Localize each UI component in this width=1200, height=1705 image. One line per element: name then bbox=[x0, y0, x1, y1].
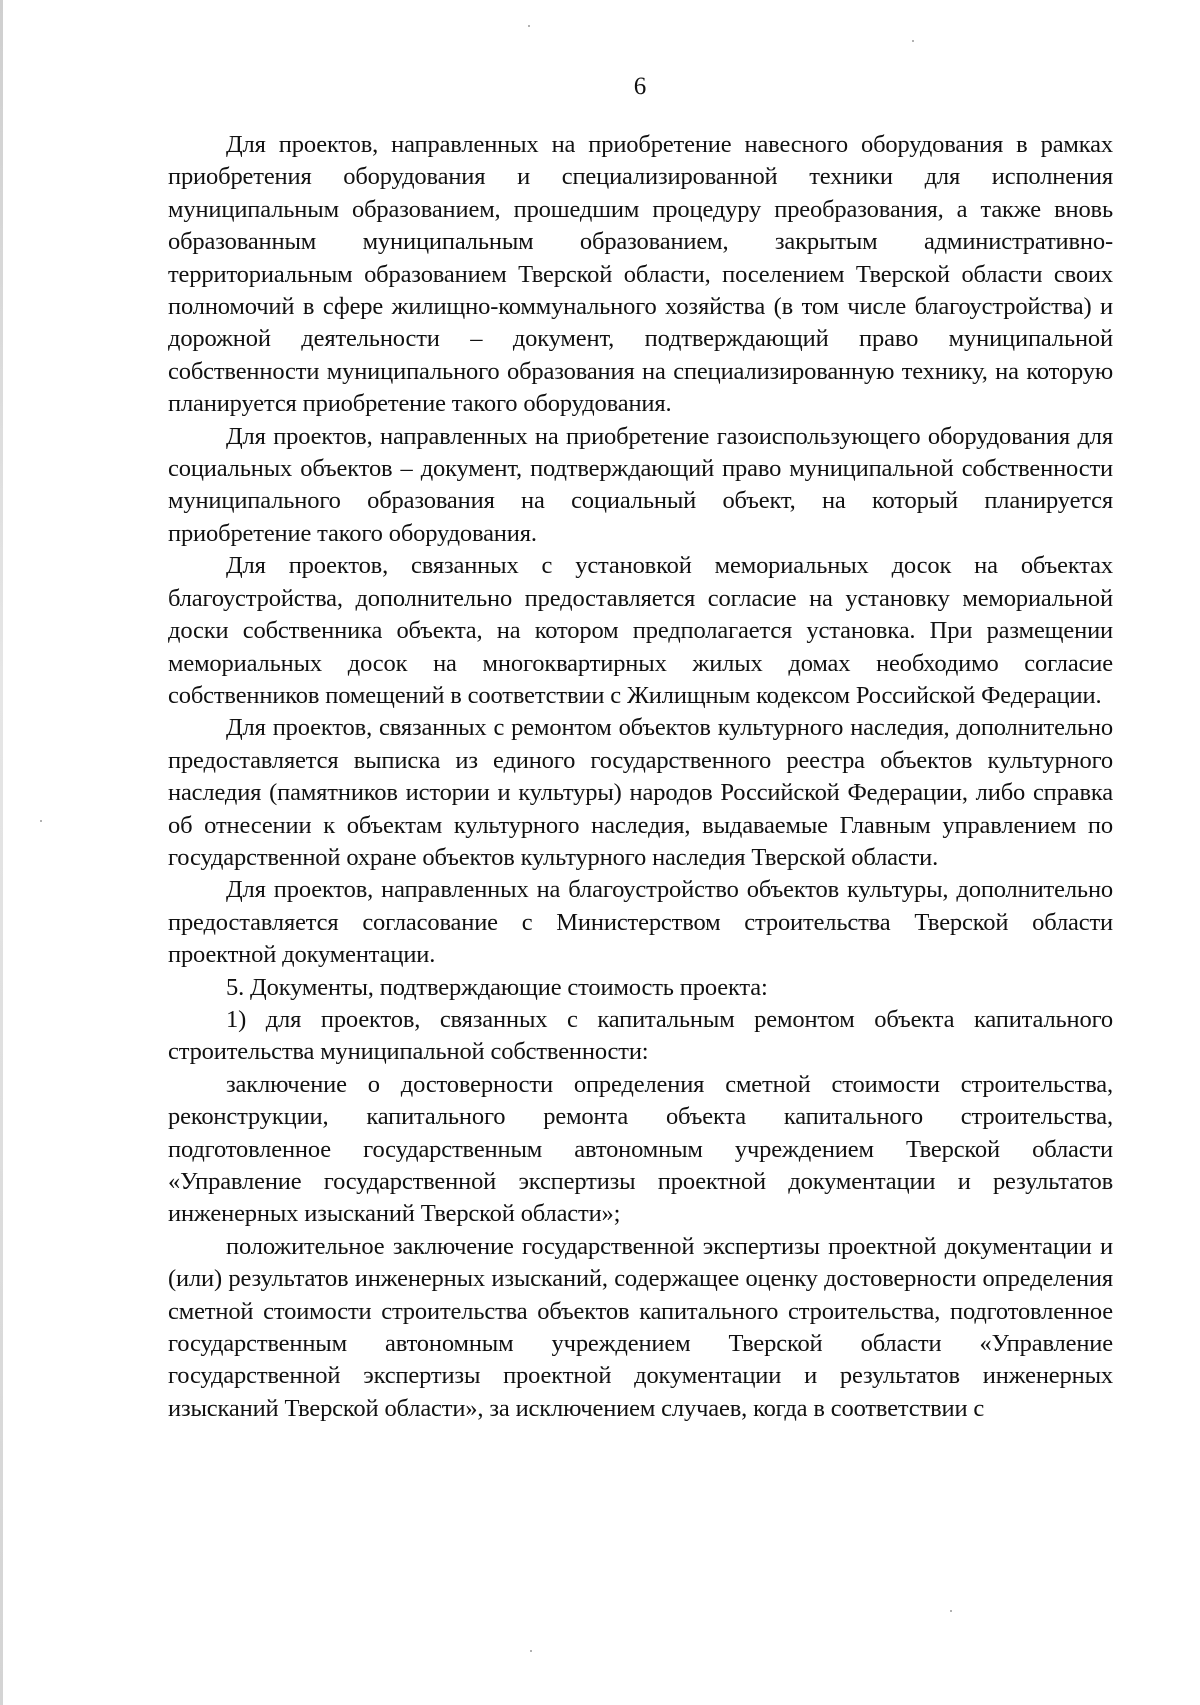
paragraph-gas-equipment: Для проектов, направленных на приобретение газоиспользующего оборудования для социальных объектов – документ, подтверждающий право муниципальной собственности муниципального образования на социальный объект, на который планируется приобретение такого оборудования. bbox=[168, 422, 1113, 547]
paragraph-expertise-conclusion: положительное заключение государственной экспертизы проектной документации и (или) результатов инженерных изысканий, содержащее оценку достоверности определения сметной стоимости строительства объектов капитального строительства, подготовленное государственным автономным учреждением Тверской области «Управление государственной экспертизы проектной документации и результатов инженерных изысканий Тверской области», за исключением случаев, когда в соответствии с bbox=[168, 1232, 1113, 1422]
scan-speck bbox=[912, 40, 914, 42]
paragraph-culture-objects: Для проектов, направленных на благоустройство объектов культуры, дополнительно предоставляется согласование с Министерством строительства Тверской области проектной документации. bbox=[168, 876, 1113, 969]
scan-speck bbox=[528, 25, 530, 27]
page-number: 6 bbox=[633, 73, 647, 100]
scan-speck bbox=[40, 820, 42, 822]
paragraph-memorial-plaques: Для проектов, связанных с установкой мемориальных досок на объектах благоустройства, дополнительно предоставляется согласие на установку мемориальной доски собственника объекта, на котором предполагается установка. При размещении мемориальных досок на многоквартирных жилых домах необходимо согласие собственников помещений в соответствии с Жилищным кодексом Российской Федерации. bbox=[168, 552, 1113, 709]
paragraph-cultural-heritage: Для проектов, связанных с ремонтом объектов культурного наследия, дополнительно предоставляется выписка из единого государственного реестра объектов культурного наследия (памятников истории и культуры) народов Российской Федерации, либо справка об отнесении к объектам культурного наследия, выдаваемые Главным управлением по государственной охране объектов культурного наследия Тверской области. bbox=[168, 714, 1113, 871]
document-body bbox=[168, 129, 1113, 1425]
scan-speck bbox=[530, 1650, 532, 1652]
paragraph-capital-repair: 1) для проектов, связанных с капитальным ремонтом объекта капитального строительства муниципальной собственности: bbox=[168, 1005, 1113, 1066]
paragraph-cost-documents: 5. Документы, подтверждающие стоимость проекта: bbox=[226, 973, 768, 1001]
paragraph-reliability-conclusion: заключение о достоверности определения сметной стоимости строительства, реконструкции, капитального ремонта объекта капитального строительства, подготовленное государственным автономным учреждением Тверской области «Управление государственной экспертизы проектной документации и результатов инженерных изысканий Тверской области»; bbox=[168, 1070, 1113, 1228]
paragraph-equipment: Для проектов, направленных на приобретение навесного оборудования в рамках приобретения оборудования и специализированной техники для исполнения муниципальным образованием, прошедшим процедуру преобразования, а также вновь образованным муниципальным образованием, закрытым административно-территориальным образованием Тверской области, поселением Тверской области своих полномочий в сфере жилищно-коммунального хозяйства (в том числе благоустройства) и дорожной деятельности – документ, подтверждающий право муниципальной собственности муниципального образования на специализированную технику, на которую планируется приобретение такого оборудования. bbox=[168, 131, 1113, 418]
scan-speck bbox=[950, 1610, 952, 1612]
scan-edge bbox=[0, 0, 3, 1705]
